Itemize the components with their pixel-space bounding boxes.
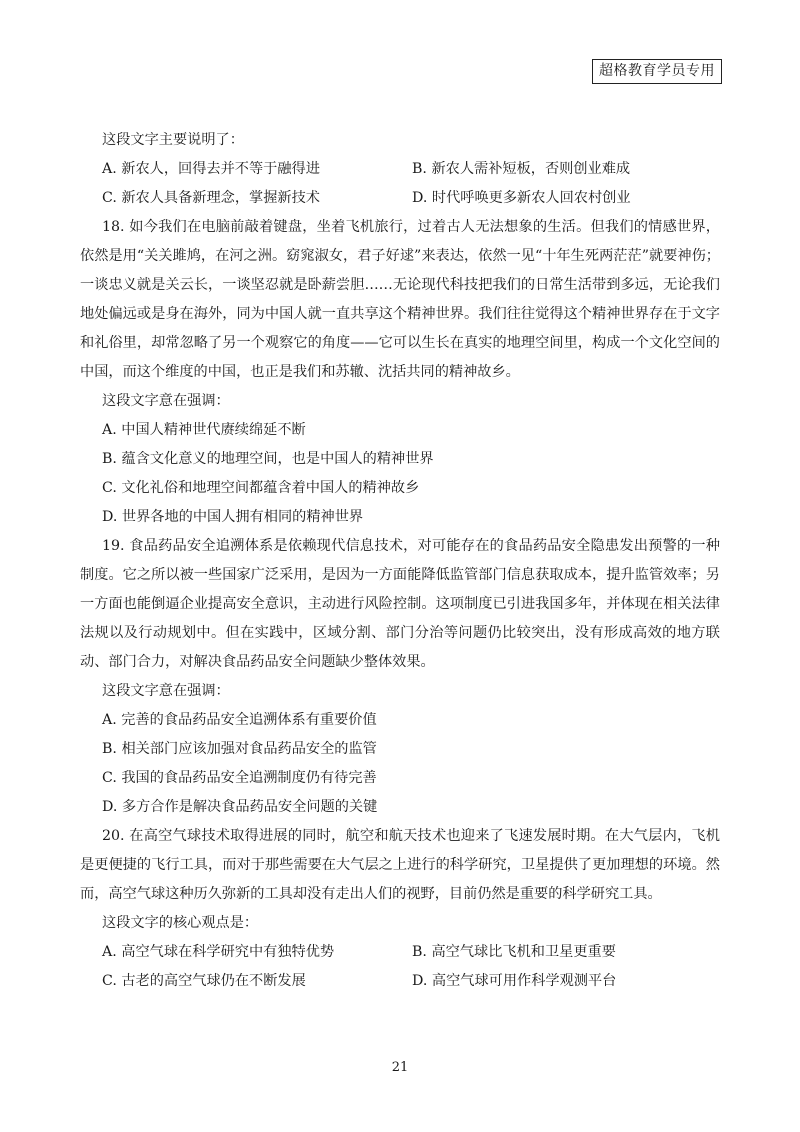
header-badge: 超格教育学员专用 [592,59,722,84]
q18-option-c: C. 文化礼俗和地理空间都蕴含着中国人的精神故乡 [102,480,420,496]
q18-option-d: D. 世界各地的中国人拥有相同的精神世界 [102,509,364,525]
q18-passage: 18. 如今我们在电脑前敲着键盘，坐着飞机旅行，过着古人无法想象的生活。但我们的情感世界，依然是用“关关雎鸠，在河之洲。窈窕淑女，君子好逑”来表达，依然一见“十年生死两茫茫”就要神伤；一谈忠义就是关云长，一谈坚忍就是卧薪尝胆……无论现代科技把我们的日常生活带到多远，无论我们地处偏远或是身在海外，同为中国人就一直共享这个精神世界。我们往往觉得这个精神世界存在于文字和礼俗里，却常忽略了另一个观察它的角度——它可以生长在真实的地理空间里，构成一个文化空间的中国，而这个维度的中国，也正是我们和苏辙、沈括共同的精神故乡。 [80,219,720,380]
q19-prompt: 这段文字意在强调： [102,683,230,699]
q19-option-c: C. 我国的食品药品安全追溯制度仍有待完善 [102,770,377,786]
q20-option-c: C. 古老的高空气球仍在不断发展 [102,973,306,989]
q17-option-b: B. 新农人需补短板，否则创业难成 [412,161,631,177]
q19-passage: 19. 食品药品安全追溯体系是依赖现代信息技术，对可能存在的食品药品安全隐患发出预警的一种制度。它之所以被一些国家广泛采用，是因为一方面能降低监管部门信息获取成本，提升监管效率；另一方面也能倒逼企业提高安全意识，主动进行风险控制。这项制度已引进我国多年，并体现在相关法律法规以及行动规划中。但在实践中，区域分割、部门分治等问题仍比较突出，没有形成高效的地方联动、部门合力，对解决食品药品安全问题缺少整体效果。 [80,538,720,670]
q19-option-d: D. 多方合作是解决食品药品安全问题的关键 [102,799,378,815]
q20-prompt: 这段文字的核心观点是： [102,915,259,931]
page-content [80,126,720,996]
q20-options-row-1 [80,938,720,967]
q19-option-a: A. 完善的食品药品安全追溯体系有重要价值 [102,712,377,728]
q20-option-a: A. 高空气球在科学研究中有独特优势 [102,944,335,960]
q18-option-b: B. 蕴含文化意义的地理空间，也是中国人的精神世界 [102,451,434,467]
q18-prompt: 这段文字意在强调： [102,393,230,409]
q17-prompt: 这段文字主要说明了： [102,132,244,148]
page-number: 21 [391,1060,409,1075]
q17-option-d: D. 时代呼唤更多新农人回农村创业 [412,190,631,206]
q20-options-row-2 [80,967,720,996]
q17-options-row-1 [80,155,720,184]
q20-option-d: D. 高空气球可用作科学观测平台 [412,973,617,989]
q17-option-c: C. 新农人具备新理念，掌握新技术 [102,190,320,206]
q19-option-b: B. 相关部门应该加强对食品药品安全的监管 [102,741,377,757]
q20-passage: 20. 在高空气球技术取得进展的同时，航空和航天技术也迎来了飞速发展时期。在大气层内，飞机是更便捷的飞行工具，而对于那些需要在大气层之上进行的科学研究，卫星提供了更加理想的环境。然而，高空气球这种历久弥新的工具却没有走出人们的视野，目前仍然是重要的科学研究工具。 [80,828,720,902]
q17-option-a: A. 新农人，回得去并不等于融得进 [102,161,320,177]
q17-options-row-2 [80,184,720,213]
q20-option-b: B. 高空气球比飞机和卫星更重要 [412,944,616,960]
q18-option-a: A. 中国人精神世代赓续绵延不断 [102,422,306,438]
